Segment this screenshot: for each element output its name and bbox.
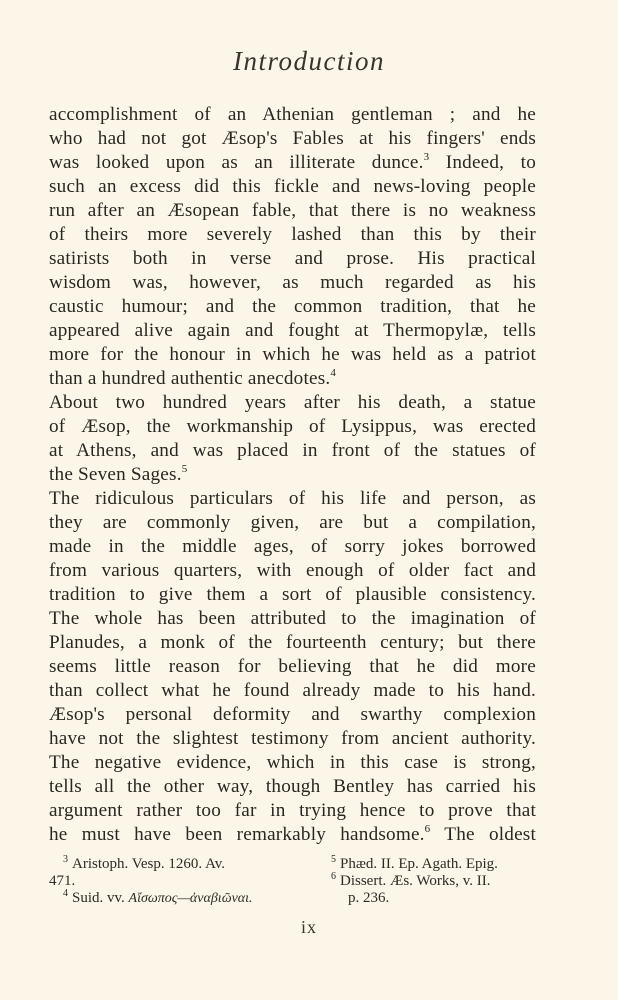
text-line (49, 607, 536, 631)
text-line-content: they are commonly given, are but a compilation, (49, 512, 536, 533)
text-line-content: more for the honour in which he was held as a patriot (49, 344, 536, 365)
text-line (49, 775, 536, 799)
page-number: ix (300, 917, 317, 937)
text-line (49, 247, 536, 271)
footnote-4 (63, 890, 253, 907)
footnote-reference: 6 (424, 822, 431, 835)
text-line-content: caustic humour; and the common tradition, that he (49, 296, 536, 317)
text-line (49, 367, 536, 391)
footnote-reference: 5 (181, 462, 188, 475)
footnote-6-mark: 6 (331, 871, 336, 882)
text-line (49, 439, 536, 463)
text-line-content: Æsop's personal deformity and swarthy complexion (49, 704, 536, 725)
text-line (49, 415, 536, 439)
footnote-6-text: Dissert. Æs. Works, v. II. (340, 873, 491, 889)
text-line-content: satirists both in verse and prose. His practical (49, 248, 536, 269)
text-line-content: run after an Æsopean fable, that there is no weakness (49, 200, 536, 221)
text-line (49, 511, 536, 535)
body-text (49, 103, 536, 847)
text-line (49, 487, 536, 511)
text-line (49, 631, 536, 655)
footnote-row-3 (49, 890, 536, 907)
text-line-continuation: Indeed, to (429, 152, 536, 173)
text-line-content: accomplishment of an Athenian gentleman ; and he (49, 104, 536, 125)
text-line-content: of Æsop, the workmanship of Lysippus, was erected (49, 416, 536, 437)
text-line-content: the Seven Sages. (49, 464, 182, 485)
text-line (49, 823, 536, 847)
footnote-4-text: Suid. vv. (72, 890, 125, 906)
text-line (49, 751, 536, 775)
running-head: Introduction (233, 46, 385, 76)
footnote-3-text: Aristoph. Vesp. 1260. Av. (72, 856, 226, 872)
text-line-content: such an excess did this fickle and news-loving people (49, 176, 536, 197)
text-line (49, 199, 536, 223)
text-line-content: have not the slightest testimony from ancient authority. (49, 728, 536, 749)
text-line-content: wisdom was, however, as much regarded as his (49, 272, 536, 293)
footnote-reference: 3 (423, 150, 430, 163)
text-line (49, 343, 536, 367)
text-line-content: he must have been remarkably handsome. (49, 824, 425, 845)
footnote-4-greek: Αἴσωπος—ἀναβιῶναι. (128, 891, 253, 906)
text-line-content: from various quarters, with enough of older fact and (49, 560, 536, 581)
footnote-3-mark: 3 (63, 854, 68, 865)
footnote-reference: 4 (330, 366, 337, 379)
footnote-5-mark: 5 (331, 854, 336, 865)
text-line-content: seems little reason for believing that he did more (49, 656, 536, 677)
text-line (49, 799, 536, 823)
text-line (49, 127, 536, 151)
text-line-content: The negative evidence, which in this case is strong, (49, 752, 536, 773)
text-line (49, 319, 536, 343)
text-line (49, 463, 536, 487)
text-line-content: was looked upon as an illiterate dunce. (49, 152, 424, 173)
text-line-content: argument rather too far in trying hence to prove that (49, 800, 536, 821)
text-line (49, 295, 536, 319)
text-line (49, 391, 536, 415)
footnote-3-continuation: 471. (49, 873, 76, 889)
text-line-content: who had not got Æsop's Fables at his fingers' ends (49, 128, 536, 149)
text-line (49, 703, 536, 727)
text-line-content: Planudes, a monk of the fourteenth century; but there (49, 632, 536, 653)
text-line-content: About two hundred years after his death, a statue (49, 392, 536, 413)
text-line (49, 271, 536, 295)
footnote-row-1 (49, 856, 536, 873)
text-line (49, 655, 536, 679)
footnote-3 (63, 856, 225, 873)
text-line-content: than collect what he found already made to his hand. (49, 680, 536, 701)
text-line (49, 103, 536, 127)
text-line (49, 175, 536, 199)
footnote-6-continuation: p. 236. (348, 890, 390, 906)
text-line-content: tells all the other way, though Bentley has carried his (49, 776, 536, 797)
text-line-content: The whole has been attributed to the imagination of (49, 608, 536, 629)
text-line (49, 679, 536, 703)
footnote-4-mark: 4 (63, 888, 68, 899)
text-line (49, 535, 536, 559)
text-line-content: of theirs more severely lashed than this by their (49, 224, 536, 245)
text-line-content: appeared alive again and fought at Thermopylæ, tells (49, 320, 536, 341)
text-line-content: than a hundred authentic anecdotes. (49, 368, 331, 389)
text-line (49, 223, 536, 247)
text-line-content: at Athens, and was placed in front of the statues of (49, 440, 536, 461)
footnote-row-2 (49, 873, 536, 890)
text-line-content: The ridiculous particulars of his life and person, as (49, 488, 536, 509)
text-line (49, 727, 536, 751)
text-line (49, 151, 536, 175)
footnote-5-text: Phæd. II. Ep. Agath. Epig. (340, 856, 498, 872)
footnote-6 (331, 873, 490, 890)
text-line (49, 559, 536, 583)
text-line (49, 583, 536, 607)
text-line-content: tradition to give them a sort of plausible consistency. (49, 584, 536, 605)
footnotes (49, 856, 536, 907)
text-line-continuation: The oldest (430, 824, 536, 845)
text-line-content: made in the middle ages, of sorry jokes borrowed (49, 536, 536, 557)
footnote-5 (331, 856, 498, 873)
